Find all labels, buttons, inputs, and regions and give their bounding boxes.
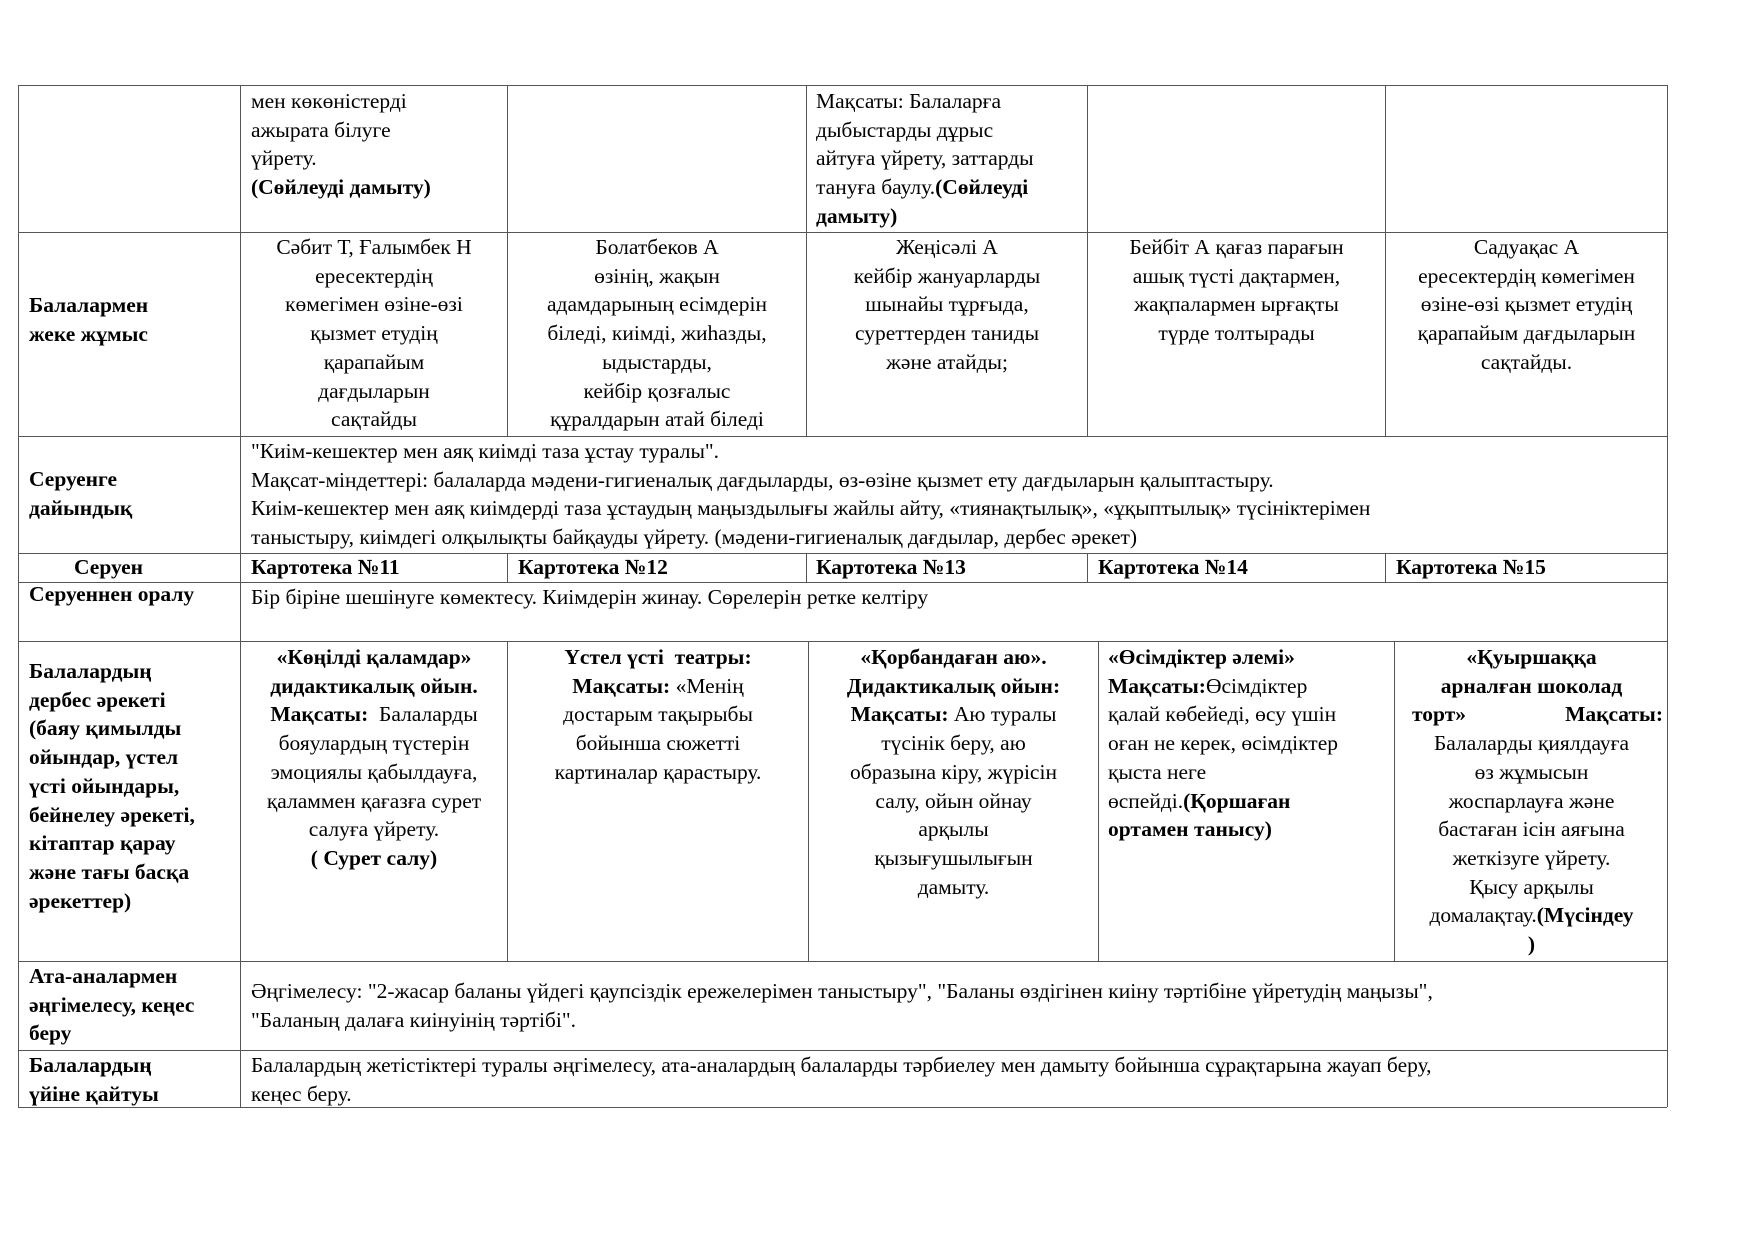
- text-line: ажырата білуге: [251, 117, 391, 142]
- return-cell: Бір біріне шешінуге көмектесу. Киімдерін жинау. Сөрелерін ретке келтіру: [251, 585, 929, 609]
- goal-label: Мақсаты:: [572, 673, 671, 698]
- text-line: дыбыстарды дұрыс: [816, 117, 994, 142]
- parents-cell: Әңгімелесу: "2-жасар баланы үйдегі қаупсіздік ережелерімен таныстыру", "Баланы өздігінен киіну тәртібіне үйретудің маңызы", "Баланың далаға киінуінің тәртібі".: [251, 979, 1433, 1032]
- row-label-individual: Балалармен жеке жұмыс: [29, 293, 149, 346]
- text-line: үйрету.: [251, 146, 317, 171]
- subject-label: ( Сурет салу): [310, 845, 438, 870]
- individual-col5-cell: Садуақас А ересектердің көмегімен өзіне-өзі қызмет етудің қарапайым дағдыларын сақтайды.: [1417, 235, 1636, 374]
- col-border: [18, 85, 19, 1107]
- subject-label: (Қоршаған: [1183, 788, 1291, 813]
- walk-card-4: Картотека №14: [1098, 555, 1248, 579]
- independent-col2-cell: Үстел үсті театры: Мақсаты: «Менің достарым тақырыбы бойынша сюжетті картиналар қарастыру.: [508, 643, 808, 787]
- subject-label: ортамен танысу): [1108, 817, 1272, 842]
- col-border: [1667, 85, 1668, 1107]
- col-border: [1394, 641, 1395, 961]
- col-border: [806, 553, 807, 582]
- row-label-independent: Балалардың дербес әрекеті (баяу қимылды ойындар, үстел үсті ойындары, бейнелеу әрекеті, кітаптар қарау және тағы басқа әрекеттер): [29, 659, 195, 913]
- walk-card-5: Картотека №15: [1396, 555, 1546, 579]
- subject-label: (Мүсіндеу: [1536, 903, 1634, 928]
- subject-label: (Сөйлеуді дамыту): [251, 175, 431, 200]
- activity-title: Дидактикалық ойын:: [846, 673, 1061, 698]
- col-border: [1385, 553, 1386, 582]
- activity-title: «Қуыршаққа: [1466, 645, 1597, 669]
- activity-title: дидактикалық ойын.: [270, 673, 478, 698]
- row-border: [18, 85, 1667, 86]
- row-border: [18, 641, 1667, 642]
- independent-col4-cell: «Өсімдіктер әлемі» Мақсаты:Өсімдіктер қалай көбейеді, өсу үшін оған не керек, өсімдіктер қыста неге өспейді.(Қоршаған ортамен танысу): [1108, 643, 1392, 844]
- row-label-walk-prep: Серуенге дайындық: [29, 467, 133, 520]
- goal-label: Мақсаты:: [1108, 673, 1206, 698]
- independent-col5-cell: «Қуыршаққа арналған шоколад торт» Мақсаты: Балаларды қиялдауға өз жұмысын жоспарлауға және бастаған ісін аяғына жеткізуге үйрету. Қысу арқылы домалақтау.(Мүсіндеу ): [1396, 643, 1667, 959]
- walk-card-1: Картотека №11: [251, 555, 400, 579]
- activity-title: Үстел үсті театры:: [564, 645, 752, 669]
- top-col1-cell: [251, 87, 503, 202]
- walk-card-3: Картотека №13: [816, 555, 966, 579]
- goal-label: Мақсаты:: [1565, 702, 1663, 727]
- text-line: айтуға үйрету, заттарды: [816, 146, 1034, 171]
- activity-title: арналған шоколад: [1440, 673, 1623, 698]
- activity-title: «Көңілді қаламдар»: [276, 645, 472, 669]
- individual-col4-cell: Бейбіт А қағаз парағын ашық түсті дақтармен, жақпалармен ырғақты түрде толтырады: [1129, 235, 1344, 346]
- walk-card-2: Картотека №12: [518, 555, 668, 579]
- row-label-parents: Ата-аналармен әңгімелесу, кеңес беру: [29, 964, 195, 1046]
- individual-col3-cell: Жеңісәлі А кейбір жануарларды шынайы тұрғыда, суреттерден таниды және атайды;: [853, 235, 1041, 374]
- activity-title: торт»: [1412, 702, 1467, 727]
- activity-title: «Қорбандаған аю».: [860, 645, 1047, 669]
- individual-col2-cell: Болатбеков А өзінің, жақын адамдарының есімдерін біледі, киімді, жиһазды, ыдыстарды, кейбір қозғалыс құралдарын атай біледі: [546, 235, 768, 432]
- subject-label: (Сөйлеуді: [935, 175, 1029, 200]
- row-label-home: Балалардың үйіне қайтуы: [29, 1053, 159, 1106]
- col-border: [1087, 553, 1088, 582]
- walk-prep-cell: "Киім-кешектер мен аяқ киімді таза ұстау туралы". Мақсат-міндеттері: балаларда мәдени-гигиеналық дағдыларды, өз-өзіне қызмет ету дағдыларын қалыптастыру. Киім-кешектер мен аяқ киімдерді таза ұстаудың маңыздылығы жайлы айту, «тиянақтылық», «ұқыптылық» түсініктерімен таныстыру, киімдегі олқылықты байқауды үйрету. (мәдени-гигиеналық дағдылар, дербес әрекет): [251, 439, 1371, 550]
- text-line: тануға баулу.: [816, 175, 936, 200]
- row-border: [18, 961, 1667, 962]
- row-label-walk: Серуен: [74, 555, 144, 579]
- goal-label: Мақсаты:: [850, 702, 949, 727]
- activity-title: «Өсімдіктер әлемі»: [1108, 645, 1295, 669]
- text-line: Мақсаты: Балаларға: [816, 89, 1002, 113]
- row-label-return: Серуеннен оралу: [29, 582, 195, 606]
- subject-label: ): [1527, 932, 1536, 957]
- independent-col3-cell: «Қорбандаған аю». Дидактикалық ойын: Мақсаты: Аю туралы түсінік беру, аю образына кіру, жүрісін салу, ойын ойнау арқылы қызығушылығын дамыту.: [809, 643, 1098, 901]
- goal-label: Мақсаты:: [270, 702, 369, 727]
- individual-col1-cell: Сәбит Т, Ғалымбек Н ересектердің көмегімен өзіне-өзі қызмет етудің қарапайым дағдыларын сақтайды: [276, 235, 472, 432]
- home-cell: Балалардың жетістіктері туралы әңгімелесу, ата-аналардың балаларды тәрбиелеу мен дамыту бойынша сұрақтарына жауап беру, кеңес беру.: [251, 1053, 1432, 1106]
- text-line: мен көкөністерді: [251, 89, 407, 113]
- subject-label: дамыту): [816, 203, 898, 228]
- col-border: [1098, 641, 1099, 961]
- col-border: [507, 553, 508, 582]
- top-col3-cell: [816, 87, 1084, 231]
- independent-col1-cell: «Көңілді қаламдар» дидактикалық ойын. Мақсаты: Балаларды бояулардың түстерін эмоциялы қабылдауға, қаламмен қағазға сурет салуға үйрету. ( Сурет салу): [241, 643, 507, 873]
